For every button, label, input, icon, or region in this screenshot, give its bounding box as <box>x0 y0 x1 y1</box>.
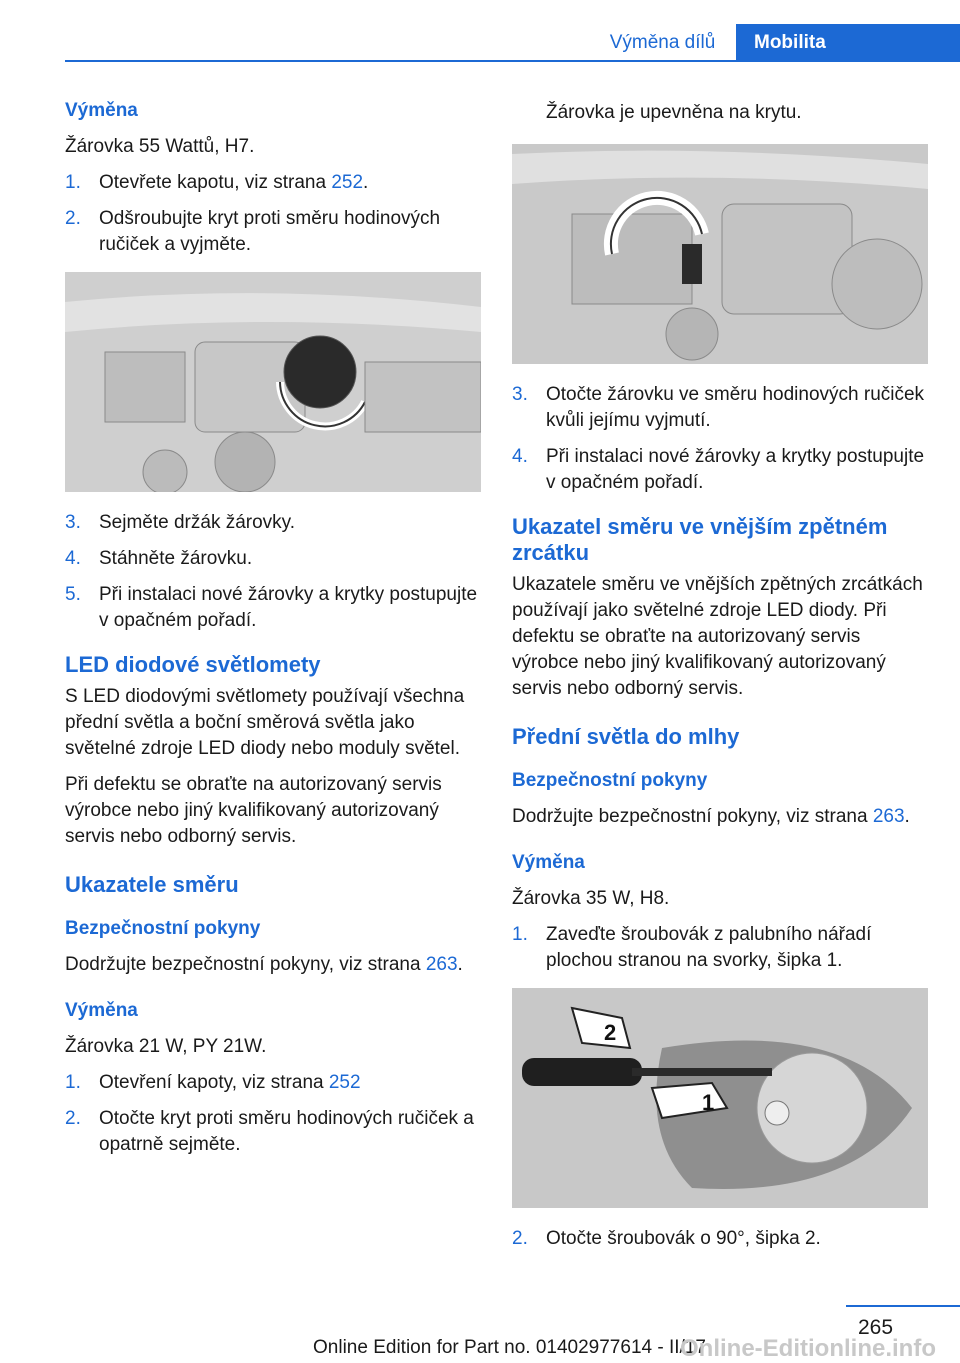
page-link[interactable]: 252 <box>328 1072 361 1093</box>
list-item <box>65 206 483 258</box>
step-text: Otočte kryt proti směru hodinových ručiček a opatrně sejměte. <box>99 1108 474 1155</box>
paragraph: Žárovka 55 Wattů, H7. <box>65 136 255 157</box>
section-heading: Přední světla do mlhy <box>512 724 740 749</box>
paragraph: S LED diodovými světlomety používají všechna přední světla a boční směrová světla jako světelné zdroje LED diody nebo moduly světel. <box>65 686 465 759</box>
headlight-illustration <box>65 272 481 492</box>
step-number: 1. <box>512 924 528 945</box>
paragraph: Žárovka 21 W, PY 21W. <box>65 1036 267 1057</box>
list-item <box>512 1226 930 1252</box>
chapter-tab[interactable]: Mobilita <box>736 24 960 62</box>
fog-light-figure <box>512 988 928 1208</box>
page-header <box>0 0 960 62</box>
step-text: Při instalaci nové žárovky a krytky postupujte v opačném pořadí. <box>546 446 925 493</box>
step-text: Otevřete kapotu, viz strana <box>99 172 332 193</box>
list-item <box>512 922 930 974</box>
step-number: 3. <box>65 512 81 533</box>
step-number: 1. <box>65 1072 81 1093</box>
step-number: 4. <box>512 446 528 467</box>
footer-rule <box>846 1305 960 1307</box>
paragraph: Žárovka 35 W, H8. <box>512 888 670 909</box>
step-text: Stáhněte žárovku. <box>99 548 253 569</box>
section-heading: Ukazatel směru ve vnějším zpětném zrcátku <box>512 514 888 565</box>
step-list <box>65 170 483 258</box>
step-number: 1. <box>65 172 81 193</box>
left-column <box>65 100 483 1168</box>
section-subtitle: Výměna <box>512 852 585 873</box>
paragraph: Dodržujte bezpečnostní pokyny, viz strana 263. <box>65 954 463 975</box>
paragraph: Dodržujte bezpečnostní pokyny, viz strana 263. <box>512 806 910 827</box>
header-rule <box>65 60 960 62</box>
page-link[interactable]: 263 <box>425 954 458 975</box>
headlight-cover-figure <box>65 272 481 492</box>
section-subtitle: Výměna <box>65 1000 138 1021</box>
step-text: Sejměte držák žárovky. <box>99 512 296 533</box>
edition-text: Online Edition for Part no. 01402977614 - II/17 <box>313 1337 706 1358</box>
page-number: 265 <box>858 1316 894 1339</box>
paragraph: Při defektu se obraťte na autorizovaný servis výrobce nebo jiný kvalifikovaný autorizovaný servis nebo odborný servis. <box>65 774 442 847</box>
paragraph: Ukazatele směru ve vnějších zpětných zrcátkách používají jako světelné zdroje LED diody. Při defektu se obraťte na autorizovaný servis výrobce nebo jiný kvalifikovaný autorizovaný servis nebo odborný servis. <box>512 574 923 699</box>
section-tab[interactable]: Výměna dílů <box>589 28 736 60</box>
section-heading: LED diodové světlomety <box>65 652 321 677</box>
list-item <box>65 1070 483 1096</box>
list-item <box>65 510 483 536</box>
paragraph-text: Dodržujte bezpečnostní pokyny, viz strana <box>512 806 873 827</box>
list-item <box>65 582 483 634</box>
list-item <box>65 546 483 572</box>
paragraph: Žárovka je upevněna na krytu. <box>546 102 802 123</box>
step-number: 2. <box>65 208 81 229</box>
step-text: Otevření kapoty, viz strana <box>99 1072 329 1093</box>
watermark: Online-Editionline.info <box>680 1335 936 1362</box>
list-item <box>512 382 930 434</box>
step-number: 5. <box>65 584 81 605</box>
list-item <box>512 444 930 496</box>
paragraph-text: Dodržujte bezpečnostní pokyny, viz strana <box>65 954 426 975</box>
page-link[interactable]: 263 <box>872 806 905 827</box>
step-text: Při instalaci nové žárovky a krytky postupujte v opačném pořadí. <box>99 584 478 631</box>
step-list <box>512 382 930 496</box>
step-tail: . <box>363 172 369 193</box>
step-number: 2. <box>512 1228 528 1249</box>
page-link[interactable]: 252 <box>331 172 364 193</box>
list-item <box>65 1106 483 1158</box>
step-text: Otočte žárovku ve směru hodinových ručiček kvůli jejímu vyjmutí. <box>546 384 925 431</box>
step-number: 2. <box>65 1108 81 1129</box>
bulb-holder-figure <box>512 144 928 364</box>
bulb-holder-illustration <box>512 144 928 364</box>
step-list <box>65 510 483 634</box>
step-list <box>512 922 930 974</box>
list-item <box>65 170 483 196</box>
step-list <box>65 1070 483 1158</box>
right-column <box>512 100 930 1262</box>
step-number: 3. <box>512 384 528 405</box>
fog-light-illustration <box>512 988 928 1208</box>
step-text: Odšroubujte kryt proti směru hodinových ručiček a vyjměte. <box>99 208 441 255</box>
step-list <box>512 1226 930 1252</box>
arrow-1-label: 1 <box>702 1090 715 1115</box>
step-number: 4. <box>65 548 81 569</box>
arrow-2-label: 2 <box>604 1020 617 1045</box>
section-subtitle: Bezpečnostní pokyny <box>512 770 708 791</box>
step-text: Zaveďte šroubovák z palubního nářadí plochou stranou na svorky, šipka 1. <box>546 924 872 971</box>
section-subtitle: Výměna <box>65 100 138 121</box>
section-subtitle: Bezpečnostní pokyny <box>65 918 261 939</box>
section-heading: Ukazatele směru <box>65 872 239 897</box>
step-text: Otočte šroubovák o 90°, šipka 2. <box>546 1228 821 1249</box>
